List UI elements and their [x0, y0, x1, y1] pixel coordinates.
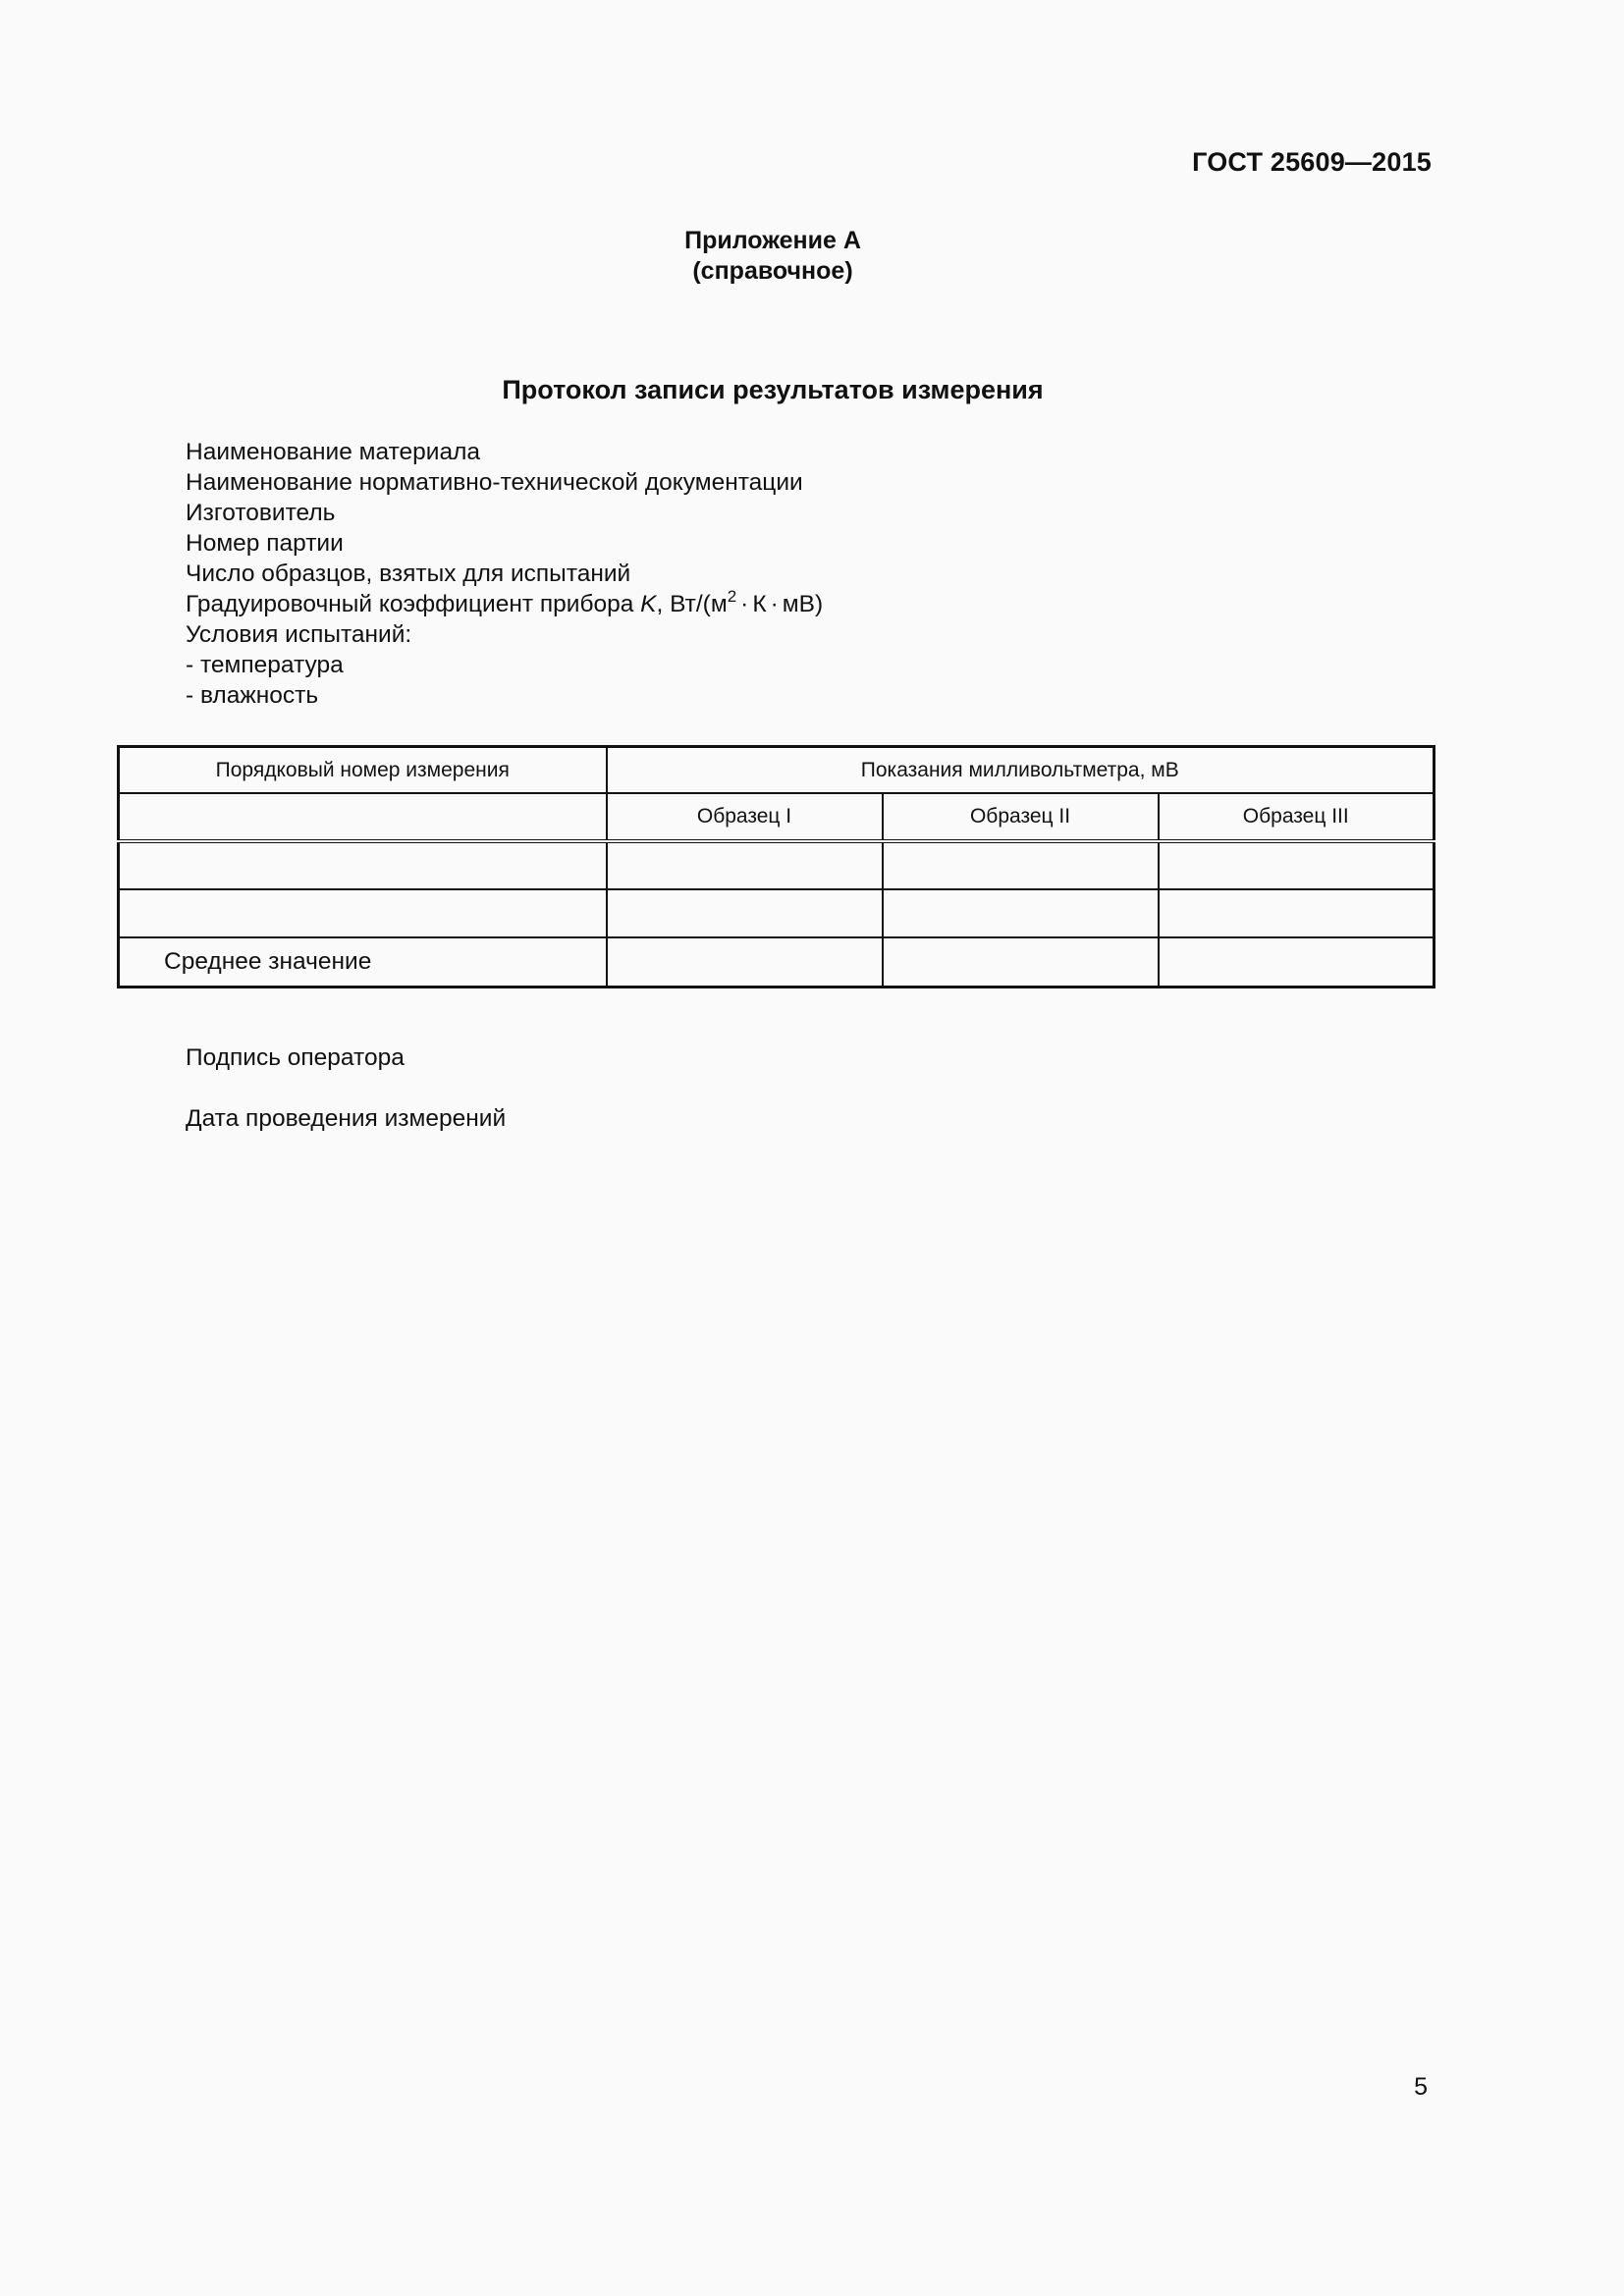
table-cell — [883, 889, 1159, 937]
table-header-row — [119, 747, 1435, 794]
field-material-name: Наименование материала — [186, 439, 481, 465]
coefficient-unit-start: , Вт/(м — [656, 591, 728, 617]
table-cell — [883, 937, 1159, 988]
field-temperature: - температура — [186, 652, 344, 678]
average-value-label: Среднее значение — [119, 937, 607, 988]
table-cell — [1159, 937, 1435, 988]
field-batch-number: Номер партии — [186, 530, 344, 557]
coefficient-unit-exponent: 2 — [727, 586, 737, 606]
page-number: 5 — [1414, 2073, 1428, 2101]
header-sample-1: Образец I — [607, 793, 883, 841]
coefficient-prefix: Градуировочный коэффициент прибора — [186, 591, 641, 617]
table-cell — [607, 937, 883, 988]
table-cell — [119, 841, 607, 889]
coefficient-unit-end: мВ) — [782, 591, 824, 617]
coefficient-symbol: K — [640, 591, 657, 617]
operator-signature-label: Подпись оператора — [186, 1044, 405, 1071]
appendix-subtitle: (справочное) — [692, 257, 853, 285]
multiplication-dot: · — [770, 591, 779, 617]
table-row — [119, 889, 1435, 937]
table-cell — [607, 841, 883, 889]
table-cell — [119, 889, 607, 937]
field-manufacturer: Изготовитель — [186, 500, 336, 526]
table-row — [119, 841, 1435, 889]
table-cell — [607, 889, 883, 937]
table-cell — [1159, 841, 1435, 889]
measurement-date-label: Дата проведения измерений — [186, 1105, 507, 1132]
table-cell — [119, 793, 607, 841]
header-millivoltmeter-readings: Показания милливольтметра, мВ — [607, 747, 1435, 794]
field-calibration-coefficient — [186, 586, 824, 619]
field-humidity: - влажность — [186, 682, 319, 709]
table-average-row — [119, 937, 1435, 988]
field-sample-count: Число образцов, взятых для испытаний — [186, 561, 631, 587]
protocol-fields — [186, 437, 823, 711]
table-cell — [1159, 889, 1435, 937]
coefficient-unit-k: К — [752, 591, 767, 617]
header-sample-3: Образец III — [1159, 793, 1435, 841]
header-sample-2: Образец II — [883, 793, 1159, 841]
field-normative-doc: Наименование нормативно-технической документации — [186, 469, 803, 496]
table-subheader-row — [119, 793, 1435, 841]
header-measurement-number: Порядковый номер измерения — [119, 747, 607, 794]
table-cell — [883, 841, 1159, 889]
document-code: ГОСТ 25609—2015 — [1192, 147, 1432, 177]
protocol-title: Протокол записи результатов измерения — [502, 375, 1044, 404]
measurement-table — [117, 745, 1435, 988]
multiplication-dot: · — [740, 591, 749, 617]
appendix-title: Приложение А — [684, 227, 861, 254]
field-test-conditions: Условия испытаний: — [186, 621, 412, 648]
